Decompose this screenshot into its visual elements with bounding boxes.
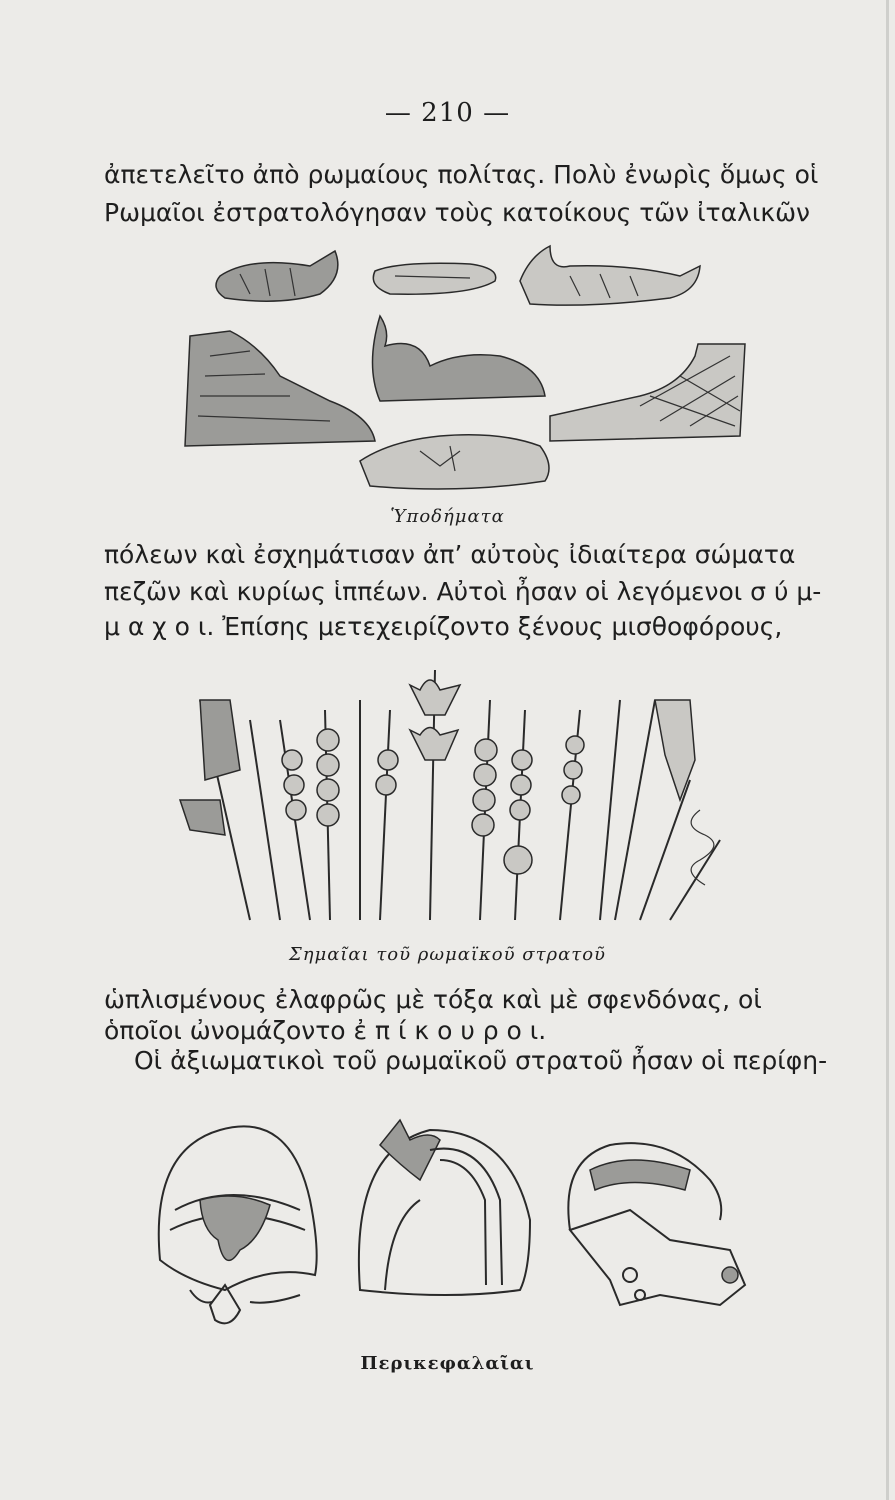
text-line: ὡπλισμένους ἐλαφρῶς μὲ τόξα καὶ μὲ σφενδόνας, οἱ [104, 985, 762, 1014]
helmet-1 [159, 1126, 317, 1323]
sandal-6 [550, 344, 745, 441]
helmet-2 [359, 1120, 530, 1295]
banner-right [655, 700, 714, 885]
page-number: — 210 — [384, 98, 511, 128]
helmets-illustration [130, 1090, 780, 1340]
text-line: πόλεων καὶ ἐσχημάτισαν ἀπ’ αὐτοὺς ἰδιαίτερα σώματα [104, 540, 796, 569]
flag-left [180, 700, 240, 835]
page-edge [886, 0, 889, 1500]
sandal-7 [360, 435, 549, 489]
sandal-5 [373, 316, 546, 401]
figure-caption: Περικεφαλαῖαι [360, 1353, 535, 1374]
text-line: Οἱ ἀξιωματικοὶ τοῦ ρωμαϊκοῦ στρατοῦ ἦσαν οἱ περίφη- [134, 1046, 828, 1075]
sandal-4 [185, 331, 375, 446]
sandal-2 [373, 263, 495, 294]
sandals-illustration [170, 236, 750, 506]
standards-illustration [160, 660, 760, 930]
figure-caption: Σημαῖαι τοῦ ρωμαϊκοῦ στρατοῦ [288, 944, 606, 965]
text-line: ἀπετελεῖτο ἀπὸ ρωμαίους πολίτας. Πολὺ ἐνωρὶς ὅμως οἱ [104, 160, 819, 189]
sandal-1 [216, 251, 338, 301]
text-line: Ρωμαῖοι ἐστρατολόγησαν τοὺς κατοίκους τῶν ἰταλικῶν [104, 198, 810, 227]
text-line: ὁποῖοι ὠνομάζοντο ἐ π ί κ ο υ ρ ο ι. [104, 1016, 547, 1045]
helmet-3 [568, 1143, 745, 1305]
sandal-3 [520, 246, 700, 305]
figure-caption: Ὑποδήματα [390, 506, 505, 527]
text-line: μ α χ ο ι. Ἐπίσης μετεχειρίζοντο ξένους μισθοφόρους, [104, 612, 783, 641]
text-line: πεζῶν καὶ κυρίως ἱππέων. Αὐτοὶ ἦσαν οἱ λεγόμενοι σ ύ μ- [104, 577, 822, 606]
